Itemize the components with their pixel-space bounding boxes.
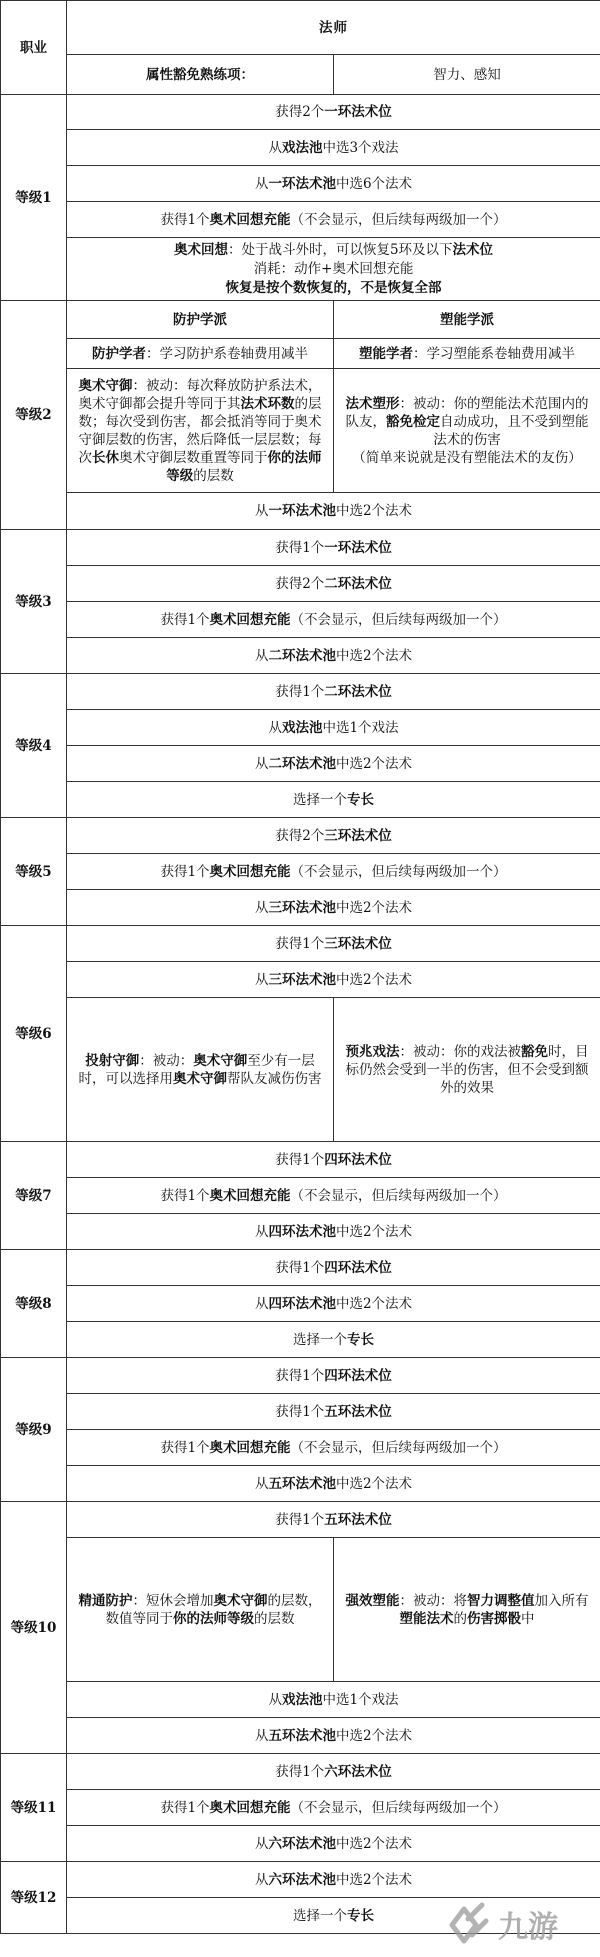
projected-ward-description: 投射守御：被动：奥术守御至少有一层时，可以选择用奥术守御帮队友减伤伤害 bbox=[67, 998, 334, 1142]
school-evocation-title: 塑能学派 bbox=[334, 301, 600, 339]
level-10-feature: 从戏法池中选1个戏法 bbox=[67, 1682, 600, 1718]
level-8-feature: 从四环法术池中选2个法术 bbox=[67, 1286, 600, 1322]
potent-cantrip-description: 预兆戏法：被动：你的戏法被豁免时，目标仍然会受到一半的伤害，但不会受到额外的效果 bbox=[334, 998, 600, 1142]
level-8-row bbox=[1, 1250, 600, 1286]
level-3-feature: 获得1个一环法术位 bbox=[67, 530, 600, 566]
level-9-feature: 从五环法术池中选2个法术 bbox=[67, 1466, 600, 1502]
level-5-feature: 获得2个三环法术位 bbox=[67, 818, 600, 854]
level-7-label: 等级7 bbox=[1, 1142, 67, 1250]
level-4-feature: 获得1个二环法术位 bbox=[67, 674, 600, 710]
level-8-label: 等级8 bbox=[1, 1250, 67, 1358]
level-6-label: 等级6 bbox=[1, 926, 67, 1142]
level-1-feature: 从一环法术池中选6个法术 bbox=[67, 166, 600, 202]
level-11-label: 等级11 bbox=[1, 1754, 67, 1862]
level-10-row bbox=[1, 1502, 600, 1538]
header-row bbox=[1, 1, 600, 55]
level-1-row bbox=[1, 95, 600, 130]
level-2-row bbox=[1, 301, 600, 339]
level-4-row bbox=[1, 674, 600, 710]
level-1-feature: 获得2个一环法术位 bbox=[67, 95, 600, 130]
level-12-feature: 选择一个专长 bbox=[67, 1898, 600, 1934]
level-6-feature: 从三环法术池中选2个法术 bbox=[67, 962, 600, 998]
level-9-feature: 获得1个奥术回想充能（不会显示，但后续每两级加一个） bbox=[67, 1430, 600, 1466]
level-2-feature: 从一环法术池中选2个法术 bbox=[67, 493, 600, 530]
evocation-savant: 塑能学者：学习塑能系卷轴费用减半 bbox=[334, 339, 600, 369]
level-10-label: 等级10 bbox=[1, 1502, 67, 1754]
level-11-feature: 获得1个奥术回想充能（不会显示，但后续每两级加一个） bbox=[67, 1790, 600, 1826]
level-6-feature: 获得1个三环法术位 bbox=[67, 926, 600, 962]
level-9-feature: 获得1个五环法术位 bbox=[67, 1394, 600, 1430]
level-3-label: 等级3 bbox=[1, 530, 67, 674]
level-11-feature: 从六环法术池中选2个法术 bbox=[67, 1826, 600, 1862]
watermark-text: 九游 bbox=[498, 1910, 558, 1945]
level-5-feature: 获得1个奥术回想充能（不会显示，但后续每两级加一个） bbox=[67, 854, 600, 890]
level-11-feature: 获得1个六环法术位 bbox=[67, 1754, 600, 1790]
level-7-feature: 获得1个四环法术位 bbox=[67, 1142, 600, 1178]
level-7-row bbox=[1, 1142, 600, 1178]
level-2-label: 等级2 bbox=[1, 301, 67, 530]
saving-throw-label: 属性豁免熟练项： bbox=[67, 55, 334, 95]
column-label-class: 职业 bbox=[1, 1, 67, 95]
level-4-feature: 从二环法术池中选2个法术 bbox=[67, 746, 600, 782]
sculpt-spells-description: 法术塑形：被动：你的塑能法术范围内的队友，豁免检定自动成功，且不受到塑能法术的伤害 （简单来说就是没有塑能法术的友伤） bbox=[334, 369, 600, 493]
level-3-feature: 获得1个奥术回想充能（不会显示，但后续每两级加一个） bbox=[67, 602, 600, 638]
level-9-row bbox=[1, 1358, 600, 1394]
school-abjuration-title: 防护学派 bbox=[67, 301, 334, 339]
arcane-recovery-description: 奥术回想：处于战斗外时，可以恢复5环及以下法术位 消耗：动作+奥术回想充能 恢复是按个数恢复的，不是恢复全部 bbox=[67, 238, 600, 301]
level-8-feature: 获得1个四环法术位 bbox=[67, 1250, 600, 1286]
level-1-feature: 从戏法池中选3个戏法 bbox=[67, 130, 600, 166]
level-11-row bbox=[1, 1754, 600, 1790]
saving-throw-value: 智力、感知 bbox=[334, 55, 600, 95]
level-3-feature: 获得2个二环法术位 bbox=[67, 566, 600, 602]
abjuration-savant: 防护学者：学习防护系卷轴费用减半 bbox=[67, 339, 334, 369]
level-10-feature: 获得1个五环法术位 bbox=[67, 1502, 600, 1538]
level-7-feature: 从四环法术池中选2个法术 bbox=[67, 1214, 600, 1250]
nine-game-watermark-logo bbox=[442, 1895, 592, 1951]
level-9-feature: 获得1个四环法术位 bbox=[67, 1358, 600, 1394]
level-6-row bbox=[1, 926, 600, 962]
level-8-feature: 选择一个专长 bbox=[67, 1322, 600, 1358]
level-5-row bbox=[1, 818, 600, 854]
level-5-label: 等级5 bbox=[1, 818, 67, 926]
level-10-feature: 从五环法术池中选2个法术 bbox=[67, 1718, 600, 1754]
level-12-feature: 从六环法术池中选2个法术 bbox=[67, 1862, 600, 1898]
level-9-label: 等级9 bbox=[1, 1358, 67, 1502]
level-1-label: 等级1 bbox=[1, 95, 67, 301]
level-12-row bbox=[1, 1862, 600, 1898]
arcane-ward-description: 奥术守御：被动：每次释放防护系法术，奥术守御都会提升等同于其法术环数的层数；每次受到伤害，都会抵消等同于奥术守御层数的伤害，然后降低一层层数；每次长休奥术守御层数重置等同于你的法师等级的层数 bbox=[67, 369, 334, 493]
class-title: 法师 bbox=[67, 1, 600, 55]
saving-throw-row bbox=[1, 55, 600, 95]
level-3-feature: 从二环法术池中选2个法术 bbox=[67, 638, 600, 674]
level-4-label: 等级4 bbox=[1, 674, 67, 818]
level-1-feature: 获得1个奥术回想充能（不会显示，但后续每两级加一个） bbox=[67, 202, 600, 238]
level-7-feature: 获得1个奥术回想充能（不会显示，但后续每两级加一个） bbox=[67, 1178, 600, 1214]
level-5-feature: 从三环法术池中选2个法术 bbox=[67, 890, 600, 926]
improved-abjuration-description: 精通防护：短休会增加奥术守御的层数，数值等同于你的法师等级的层数 bbox=[67, 1538, 334, 1682]
level-3-row bbox=[1, 530, 600, 566]
empowered-evocation-description: 强效塑能：被动：将智力调整值加入所有塑能法术的伤害掷骰中 bbox=[334, 1538, 600, 1682]
level-4-feature: 从戏法池中选1个戏法 bbox=[67, 710, 600, 746]
level-4-feature: 选择一个专长 bbox=[67, 782, 600, 818]
level-12-label: 等级12 bbox=[1, 1862, 67, 1934]
